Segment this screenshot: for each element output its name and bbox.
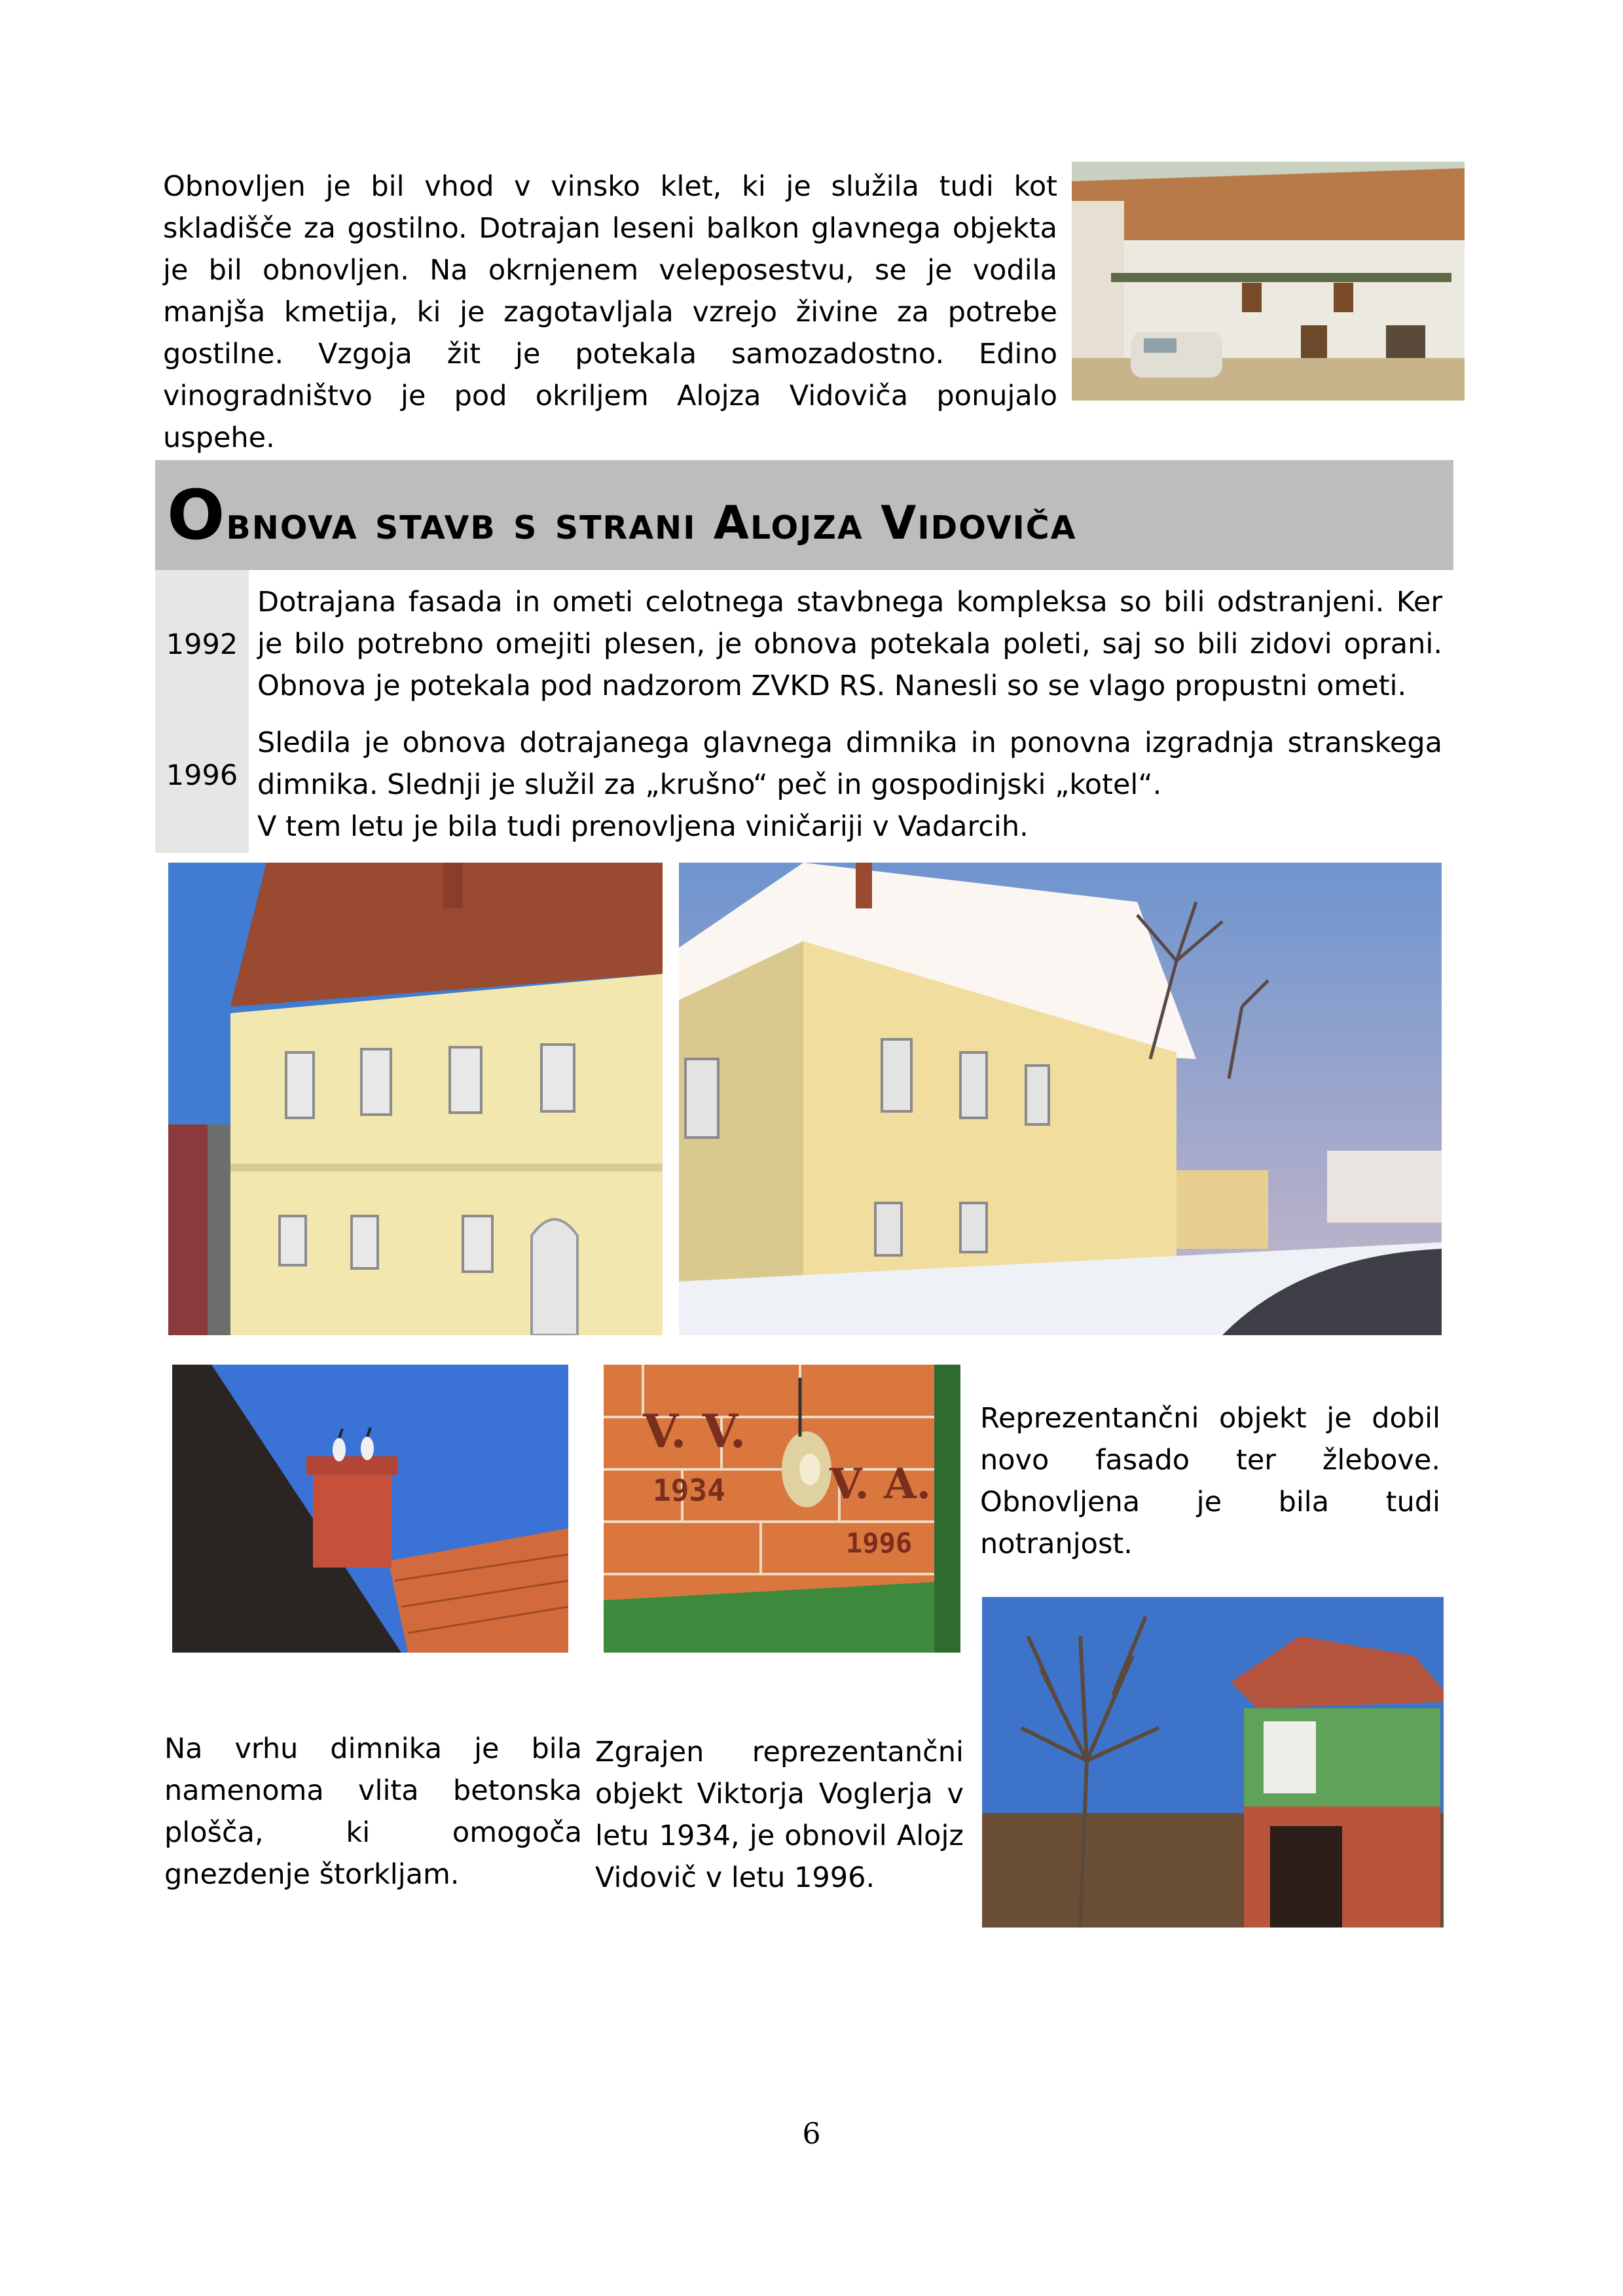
section-title [167,475,1077,555]
intro-paragraph [163,166,1057,459]
timeline-text-1996: Sledila je obnova dotrajanega glavnega dimnika in ponovna izgradnja stranskega dimnika. Slednji je služil za „krušno“ peč in gospodinjski „kotel“. V tem letu je bila tudi prenovljena viničariji v Vadarcih. [257,726,1442,843]
plaque-right-initials: V. A. [830,1460,931,1509]
plaque-right-year: 1996 [846,1527,913,1559]
caption-pavilion: Zgrajen reprezentančni objekt Viktorja Voglerja v letu 1934, je obnovil Alojz Vidovič v letu 1996. [595,1736,964,1894]
photo-house-summer [168,863,663,1335]
page-number: 6 [802,2117,821,2151]
caption-facade: Reprezentančni objekt je dobil novo fasado ter žlebove. Obnovljena je bila tudi notranjost. [980,1402,1440,1560]
photo-brick-plaque [604,1365,960,1653]
timeline-year-1996: 1996 [166,759,238,792]
heading-initial: O [167,475,227,555]
photo-pavilion [982,1597,1444,1928]
intro-text: Obnovljen je bil vhod v vinsko klet, ki je služila tudi kot skladišče za gostilno. Dotrajan leseni balkon glavnega objekta je bil obnovljen. Na okrnjenem veleposestvu, se je vodila manjša kmetija, ki je zagotavljala vzrejo živine za potrebe gostilne. Vzgoja žit je potekala samozadostno. Edino vinogradništvo je pod okriljem Alojza Vidoviča ponujalo uspehe. [163,170,1057,454]
heading-rest: bnova stavb s strani Alojza Vidoviča [226,496,1077,550]
photo-house-winter [679,863,1442,1335]
plaque-left-year: 1934 [653,1473,725,1508]
photo-chimney-storks [172,1365,568,1653]
year-column [155,570,249,853]
timeline-text-1992: Dotrajana fasada in ometi celotnega stavbnega kompleksa so bili odstranjeni. Ker je bilo potrebno omejiti plesen, je obnova potekala poleti, saj so bili zidovi oprani. Obnova je potekala pod nadzorom ZVKD RS. Nanesli so se vlago propustni ometi. [257,586,1442,702]
timeline-year-1992: 1992 [166,628,238,661]
plaque-left-initials: V. V. [643,1404,746,1458]
photo-old-courtyard [1072,162,1465,401]
section-heading [155,460,1453,570]
caption-chimney: Na vrhu dimnika je bila namenoma vlita betonska plošča, ki omogoča gnezdenje štorkljam. [164,1732,582,1891]
